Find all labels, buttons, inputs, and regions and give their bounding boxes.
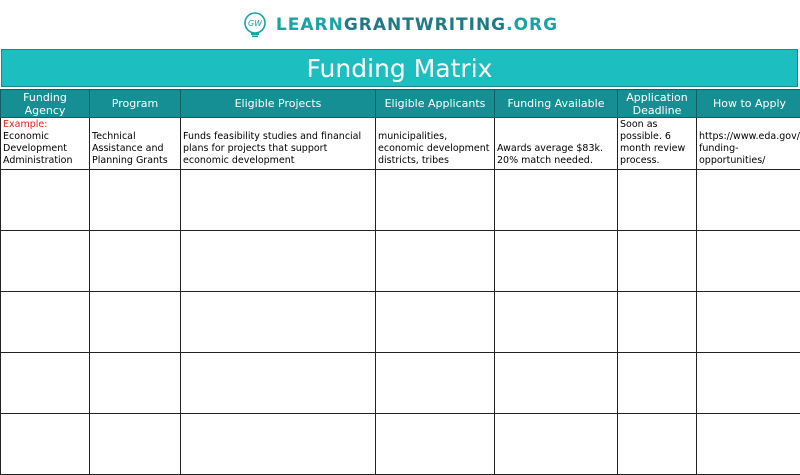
table-cell[interactable] bbox=[181, 292, 376, 353]
table-cell[interactable] bbox=[1, 170, 90, 231]
table-cell[interactable] bbox=[618, 353, 697, 414]
table-cell[interactable] bbox=[697, 170, 800, 231]
column-header: Funding Agency bbox=[1, 90, 90, 118]
table-cell[interactable] bbox=[376, 170, 495, 231]
table-cell[interactable] bbox=[376, 292, 495, 353]
column-header: How to Apply bbox=[697, 90, 800, 118]
table-row bbox=[1, 118, 800, 170]
table-cell[interactable] bbox=[495, 353, 618, 414]
column-header: Eligible Applicants bbox=[376, 90, 495, 118]
table-cell[interactable] bbox=[90, 414, 181, 475]
column-header: Application Deadline bbox=[618, 90, 697, 118]
table-cell[interactable] bbox=[495, 414, 618, 475]
header-row bbox=[1, 90, 800, 118]
table-cell[interactable] bbox=[90, 292, 181, 353]
table-cell[interactable] bbox=[90, 231, 181, 292]
logo-mark-text: GW bbox=[248, 19, 263, 28]
table-cell[interactable] bbox=[376, 414, 495, 475]
page-title: Funding Matrix bbox=[1, 49, 798, 87]
example-label: Example: bbox=[3, 119, 87, 131]
table-cell[interactable]: Soon as possible. 6 month review process. bbox=[618, 118, 697, 170]
table-row bbox=[1, 353, 800, 414]
table-cell[interactable] bbox=[1, 414, 90, 475]
table-cell[interactable]: Funds feasibility studies and financial plans for projects that support economic development bbox=[181, 118, 376, 170]
table-cell[interactable] bbox=[1, 231, 90, 292]
table-cell[interactable] bbox=[90, 353, 181, 414]
logo-wordmark bbox=[276, 15, 558, 35]
column-header: Program bbox=[90, 90, 181, 118]
logo-learn: LEARN bbox=[276, 15, 344, 35]
table-cell[interactable] bbox=[618, 231, 697, 292]
table-row bbox=[1, 414, 800, 475]
funding-matrix-table bbox=[0, 89, 800, 475]
table-cell[interactable]: Awards average $83k. 20% match needed. bbox=[495, 118, 618, 170]
table-cell[interactable]: municipalities, economic development districts, tribes bbox=[376, 118, 495, 170]
column-header: Funding Available bbox=[495, 90, 618, 118]
table-cell[interactable] bbox=[90, 170, 181, 231]
table-cell[interactable] bbox=[697, 353, 800, 414]
table-row bbox=[1, 231, 800, 292]
table-cell[interactable] bbox=[495, 231, 618, 292]
table-cell[interactable] bbox=[376, 353, 495, 414]
table-cell[interactable] bbox=[697, 292, 800, 353]
table-cell[interactable] bbox=[618, 292, 697, 353]
table-row bbox=[1, 170, 800, 231]
table-cell[interactable] bbox=[618, 414, 697, 475]
site-logo bbox=[0, 0, 800, 48]
table-cell[interactable] bbox=[495, 170, 618, 231]
table-cell[interactable]: Technical Assistance and Planning Grants bbox=[90, 118, 181, 170]
table-row bbox=[1, 292, 800, 353]
table-cell[interactable] bbox=[697, 231, 800, 292]
lightbulb-icon bbox=[242, 12, 268, 38]
table-cell[interactable] bbox=[181, 231, 376, 292]
column-header: Eligible Projects bbox=[181, 90, 376, 118]
table-cell[interactable] bbox=[1, 292, 90, 353]
table-cell[interactable] bbox=[618, 170, 697, 231]
logo-grantwriting: GRANTWRITING bbox=[344, 15, 506, 35]
table-cell[interactable] bbox=[181, 414, 376, 475]
cell-text: Economic Development Administration bbox=[3, 131, 73, 166]
table-cell[interactable] bbox=[1, 118, 90, 170]
table-cell[interactable] bbox=[697, 414, 800, 475]
table-cell[interactable] bbox=[495, 292, 618, 353]
table-cell[interactable] bbox=[181, 353, 376, 414]
table-cell[interactable]: https://www.eda.gov/funding-opportunities/ bbox=[697, 118, 800, 170]
table-cell[interactable] bbox=[1, 353, 90, 414]
table-cell[interactable] bbox=[181, 170, 376, 231]
table-cell[interactable] bbox=[376, 231, 495, 292]
logo-org: .ORG bbox=[506, 15, 558, 35]
